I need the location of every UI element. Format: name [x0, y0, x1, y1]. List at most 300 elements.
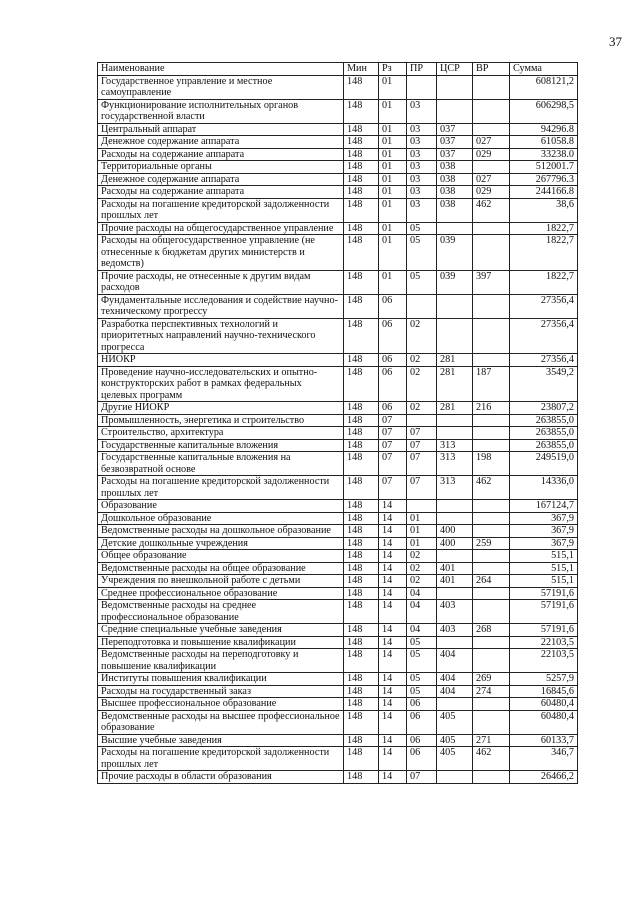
cell-pr: 05: [407, 270, 437, 294]
table-row: [98, 222, 578, 235]
cell-vr: [473, 600, 510, 624]
cell-name: Разработка перспективных технологий и приоритетных направлений научно-технического прогресса: [98, 318, 344, 354]
cell-vr: 027: [473, 136, 510, 149]
cell-name: Фундаментальные исследования и содействие научно-техническому прогрессу: [98, 294, 344, 318]
cell-csr: [437, 636, 473, 649]
table-row: [98, 75, 578, 99]
cell-min: 148: [344, 734, 379, 747]
cell-rz: 07: [379, 476, 407, 500]
cell-pr: 04: [407, 624, 437, 637]
cell-vr: [473, 161, 510, 174]
cell-pr: 02: [407, 550, 437, 563]
cell-min: 148: [344, 476, 379, 500]
cell-rz: 01: [379, 235, 407, 271]
cell-vr: 462: [473, 198, 510, 222]
table-row: [98, 537, 578, 550]
cell-min: 148: [344, 402, 379, 415]
cell-name: Расходы на содержание аппарата: [98, 186, 344, 199]
table-row: [98, 136, 578, 149]
cell-csr: [437, 512, 473, 525]
cell-pr: [407, 500, 437, 513]
cell-min: 148: [344, 161, 379, 174]
cell-pr: 02: [407, 318, 437, 354]
table-row: [98, 685, 578, 698]
cell-vr: [473, 771, 510, 784]
cell-sum: 60133,7: [510, 734, 578, 747]
cell-name: Государственные капитальные вложения: [98, 439, 344, 452]
cell-pr: 05: [407, 222, 437, 235]
cell-min: 148: [344, 525, 379, 538]
cell-min: 148: [344, 173, 379, 186]
table-row: [98, 318, 578, 354]
cell-min: 148: [344, 439, 379, 452]
cell-csr: 405: [437, 747, 473, 771]
cell-min: 148: [344, 148, 379, 161]
cell-name: Расходы на общегосударственное управление (не отнесенные к бюджетам других министерств и ведомств): [98, 235, 344, 271]
cell-sum: 57191,6: [510, 587, 578, 600]
cell-sum: 244166.8: [510, 186, 578, 199]
cell-pr: 01: [407, 525, 437, 538]
cell-name: Ведомственные расходы на среднее профессиональное образование: [98, 600, 344, 624]
cell-name: Переподготовка и повышение квалификации: [98, 636, 344, 649]
cell-rz: 01: [379, 99, 407, 123]
cell-pr: 02: [407, 575, 437, 588]
cell-min: 148: [344, 294, 379, 318]
cell-pr: 01: [407, 512, 437, 525]
cell-pr: 03: [407, 136, 437, 149]
table-row: [98, 173, 578, 186]
cell-rz: 14: [379, 562, 407, 575]
cell-min: 148: [344, 270, 379, 294]
cell-sum: 14336,0: [510, 476, 578, 500]
cell-name: Проведение научно-исследовательских и опытно-конструкторских работ в рамках федеральных целевых программ: [98, 366, 344, 402]
cell-min: 148: [344, 698, 379, 711]
table-row: [98, 747, 578, 771]
cell-rz: 14: [379, 636, 407, 649]
cell-csr: 405: [437, 710, 473, 734]
cell-pr: 03: [407, 148, 437, 161]
cell-name: Учреждения по внешкольной работе с детьми: [98, 575, 344, 588]
table-row: [98, 587, 578, 600]
cell-csr: 401: [437, 562, 473, 575]
cell-sum: 1822,7: [510, 222, 578, 235]
cell-sum: 57191,6: [510, 600, 578, 624]
cell-min: 148: [344, 452, 379, 476]
cell-csr: [437, 698, 473, 711]
cell-sum: 515,1: [510, 550, 578, 563]
table-row: [98, 525, 578, 538]
cell-csr: 037: [437, 148, 473, 161]
cell-name: Расходы на государственный заказ: [98, 685, 344, 698]
cell-min: 148: [344, 747, 379, 771]
cell-rz: 01: [379, 136, 407, 149]
cell-min: 148: [344, 771, 379, 784]
cell-rz: 14: [379, 747, 407, 771]
cell-csr: 281: [437, 366, 473, 402]
cell-rz: 14: [379, 673, 407, 686]
cell-vr: 029: [473, 148, 510, 161]
cell-vr: [473, 525, 510, 538]
table-row: [98, 452, 578, 476]
cell-csr: 039: [437, 270, 473, 294]
cell-csr: 403: [437, 624, 473, 637]
cell-csr: [437, 318, 473, 354]
cell-sum: 1822,7: [510, 235, 578, 271]
cell-csr: 039: [437, 235, 473, 271]
cell-sum: 27356,4: [510, 294, 578, 318]
cell-vr: 462: [473, 747, 510, 771]
cell-vr: 397: [473, 270, 510, 294]
cell-min: 148: [344, 318, 379, 354]
cell-sum: 57191,6: [510, 624, 578, 637]
cell-vr: [473, 512, 510, 525]
cell-name: Прочие расходы в области образования: [98, 771, 344, 784]
cell-csr: 038: [437, 173, 473, 186]
cell-vr: [473, 235, 510, 271]
cell-name: Другие НИОКР: [98, 402, 344, 415]
cell-pr: [407, 414, 437, 427]
cell-csr: [437, 414, 473, 427]
cell-rz: 14: [379, 512, 407, 525]
table-row: [98, 575, 578, 588]
cell-sum: 367,9: [510, 525, 578, 538]
cell-min: 148: [344, 500, 379, 513]
cell-pr: 02: [407, 354, 437, 367]
cell-pr: 03: [407, 161, 437, 174]
cell-rz: 07: [379, 452, 407, 476]
cell-sum: 23807,2: [510, 402, 578, 415]
cell-rz: 01: [379, 148, 407, 161]
cell-rz: 14: [379, 734, 407, 747]
cell-min: 148: [344, 427, 379, 440]
cell-name: Государственное управление и местное самоуправление: [98, 75, 344, 99]
cell-pr: 02: [407, 366, 437, 402]
cell-min: 148: [344, 99, 379, 123]
cell-sum: 263855,0: [510, 427, 578, 440]
cell-sum: 367,9: [510, 537, 578, 550]
cell-vr: [473, 354, 510, 367]
cell-rz: 14: [379, 575, 407, 588]
cell-name: Высшие учебные заведения: [98, 734, 344, 747]
cell-csr: [437, 222, 473, 235]
cell-min: 148: [344, 550, 379, 563]
cell-rz: 06: [379, 366, 407, 402]
cell-vr: [473, 427, 510, 440]
table-row: [98, 439, 578, 452]
table-row: [98, 402, 578, 415]
cell-rz: 01: [379, 161, 407, 174]
cell-pr: 07: [407, 427, 437, 440]
cell-pr: 04: [407, 587, 437, 600]
cell-csr: [437, 75, 473, 99]
cell-name: Ведомственные расходы на общее образование: [98, 562, 344, 575]
cell-csr: 400: [437, 525, 473, 538]
cell-csr: 038: [437, 161, 473, 174]
cell-name: Ведомственные расходы на высшее профессиональное образование: [98, 710, 344, 734]
header-name: Наименование: [98, 63, 344, 76]
cell-rz: 14: [379, 624, 407, 637]
cell-pr: 03: [407, 99, 437, 123]
cell-name: Средние специальные учебные заведения: [98, 624, 344, 637]
cell-sum: 608121,2: [510, 75, 578, 99]
table-row: [98, 636, 578, 649]
cell-pr: 06: [407, 698, 437, 711]
cell-min: 148: [344, 198, 379, 222]
header-csr: ЦСР: [437, 63, 473, 76]
cell-vr: [473, 550, 510, 563]
cell-name: Промышленность, энергетика и строительство: [98, 414, 344, 427]
cell-rz: 14: [379, 685, 407, 698]
cell-pr: 05: [407, 673, 437, 686]
cell-rz: 01: [379, 75, 407, 99]
table-row: [98, 734, 578, 747]
cell-rz: 01: [379, 123, 407, 136]
table-row: [98, 562, 578, 575]
table-row: [98, 600, 578, 624]
cell-csr: 400: [437, 537, 473, 550]
table-row: [98, 710, 578, 734]
cell-vr: [473, 123, 510, 136]
cell-csr: [437, 550, 473, 563]
cell-rz: 14: [379, 771, 407, 784]
cell-vr: [473, 636, 510, 649]
cell-pr: 03: [407, 186, 437, 199]
cell-vr: [473, 587, 510, 600]
cell-csr: [437, 500, 473, 513]
table-row: [98, 673, 578, 686]
cell-sum: 3549,2: [510, 366, 578, 402]
cell-sum: 167124,7: [510, 500, 578, 513]
cell-vr: [473, 698, 510, 711]
cell-vr: [473, 99, 510, 123]
cell-csr: 281: [437, 402, 473, 415]
table-row: [98, 624, 578, 637]
cell-min: 148: [344, 136, 379, 149]
cell-sum: 367,9: [510, 512, 578, 525]
cell-vr: 264: [473, 575, 510, 588]
cell-csr: 405: [437, 734, 473, 747]
cell-sum: 515,1: [510, 562, 578, 575]
cell-csr: 313: [437, 452, 473, 476]
cell-sum: 60480,4: [510, 710, 578, 734]
cell-csr: 281: [437, 354, 473, 367]
cell-rz: 01: [379, 198, 407, 222]
cell-sum: 512001.7: [510, 161, 578, 174]
cell-vr: 027: [473, 173, 510, 186]
cell-sum: 27356,4: [510, 318, 578, 354]
cell-rz: 07: [379, 414, 407, 427]
cell-pr: 03: [407, 173, 437, 186]
cell-vr: 029: [473, 186, 510, 199]
cell-vr: 271: [473, 734, 510, 747]
cell-sum: 94296.8: [510, 123, 578, 136]
cell-pr: 01: [407, 537, 437, 550]
cell-rz: 07: [379, 439, 407, 452]
cell-csr: 404: [437, 685, 473, 698]
table-row: [98, 500, 578, 513]
cell-name: Расходы на содержание аппарата: [98, 148, 344, 161]
cell-rz: 14: [379, 550, 407, 563]
cell-csr: 404: [437, 649, 473, 673]
cell-rz: 14: [379, 537, 407, 550]
header-min: Мин: [344, 63, 379, 76]
cell-min: 148: [344, 600, 379, 624]
cell-vr: [473, 222, 510, 235]
cell-vr: [473, 649, 510, 673]
table-row: [98, 427, 578, 440]
cell-pr: 05: [407, 685, 437, 698]
cell-sum: 267796.3: [510, 173, 578, 186]
cell-pr: 06: [407, 747, 437, 771]
cell-name: НИОКР: [98, 354, 344, 367]
cell-name: Денежное содержание аппарата: [98, 173, 344, 186]
table-row: [98, 771, 578, 784]
cell-rz: 14: [379, 500, 407, 513]
cell-min: 148: [344, 710, 379, 734]
cell-csr: 401: [437, 575, 473, 588]
cell-name: Институты повышения квалификации: [98, 673, 344, 686]
cell-sum: 263855,0: [510, 414, 578, 427]
cell-sum: 22103,5: [510, 649, 578, 673]
cell-sum: 22103,5: [510, 636, 578, 649]
cell-pr: 06: [407, 734, 437, 747]
cell-pr: 05: [407, 649, 437, 673]
cell-name: Функционирование исполнительных органов государственной власти: [98, 99, 344, 123]
header-pr: ПР: [407, 63, 437, 76]
cell-min: 148: [344, 624, 379, 637]
cell-sum: 346,7: [510, 747, 578, 771]
table-row: [98, 270, 578, 294]
cell-min: 148: [344, 673, 379, 686]
cell-name: Ведомственные расходы на переподготовку и повышение квалификации: [98, 649, 344, 673]
cell-csr: [437, 427, 473, 440]
table-row: [98, 649, 578, 673]
cell-csr: [437, 99, 473, 123]
table-row: [98, 294, 578, 318]
cell-name: Ведомственные расходы на дошкольное образование: [98, 525, 344, 538]
cell-sum: 61058.8: [510, 136, 578, 149]
table-row: [98, 161, 578, 174]
cell-name: Прочие расходы на общегосударственное управление: [98, 222, 344, 235]
cell-vr: 462: [473, 476, 510, 500]
cell-vr: [473, 318, 510, 354]
cell-rz: 14: [379, 600, 407, 624]
cell-rz: 01: [379, 270, 407, 294]
cell-min: 148: [344, 366, 379, 402]
cell-rz: 06: [379, 402, 407, 415]
budget-table: [97, 62, 578, 784]
header-vr: ВР: [473, 63, 510, 76]
cell-name: Образование: [98, 500, 344, 513]
cell-vr: [473, 710, 510, 734]
cell-pr: 07: [407, 476, 437, 500]
cell-csr: [437, 587, 473, 600]
cell-min: 148: [344, 636, 379, 649]
cell-min: 148: [344, 123, 379, 136]
cell-name: Среднее профессиональное образование: [98, 587, 344, 600]
cell-name: Высшее профессиональное образование: [98, 698, 344, 711]
cell-csr: 038: [437, 186, 473, 199]
cell-rz: 14: [379, 698, 407, 711]
table-row: [98, 512, 578, 525]
cell-pr: 03: [407, 123, 437, 136]
table-row: [98, 148, 578, 161]
cell-pr: 07: [407, 439, 437, 452]
cell-min: 148: [344, 562, 379, 575]
cell-name: Общее образование: [98, 550, 344, 563]
table-row: [98, 414, 578, 427]
table-row: [98, 235, 578, 271]
table-row: [98, 198, 578, 222]
cell-pr: 06: [407, 710, 437, 734]
cell-sum: 60480,4: [510, 698, 578, 711]
table-header-row: [98, 63, 578, 76]
table-row: [98, 354, 578, 367]
cell-min: 148: [344, 512, 379, 525]
cell-pr: [407, 294, 437, 318]
cell-name: Прочие расходы, не отнесенные к другим видам расходов: [98, 270, 344, 294]
cell-min: 148: [344, 537, 379, 550]
cell-rz: 06: [379, 354, 407, 367]
cell-csr: 037: [437, 136, 473, 149]
cell-vr: [473, 562, 510, 575]
cell-sum: 27356,4: [510, 354, 578, 367]
cell-csr: 038: [437, 198, 473, 222]
header-sum: Сумма: [510, 63, 578, 76]
cell-vr: 198: [473, 452, 510, 476]
cell-name: Территориальные органы: [98, 161, 344, 174]
cell-sum: 263855,0: [510, 439, 578, 452]
cell-min: 148: [344, 649, 379, 673]
cell-min: 148: [344, 222, 379, 235]
cell-vr: 274: [473, 685, 510, 698]
cell-pr: 05: [407, 235, 437, 271]
page-number: 37: [609, 34, 622, 49]
cell-name: Детские дошкольные учреждения: [98, 537, 344, 550]
cell-vr: 187: [473, 366, 510, 402]
cell-name: Центральный аппарат: [98, 123, 344, 136]
cell-rz: 14: [379, 710, 407, 734]
cell-min: 148: [344, 685, 379, 698]
cell-vr: 216: [473, 402, 510, 415]
cell-name: Расходы на погашение кредиторской задолженности прошлых лет: [98, 476, 344, 500]
cell-sum: 38,6: [510, 198, 578, 222]
cell-sum: 26466,2: [510, 771, 578, 784]
cell-sum: 33238.0: [510, 148, 578, 161]
table-row: [98, 366, 578, 402]
cell-vr: [473, 439, 510, 452]
cell-name: Расходы на погашение кредиторской задолженности прошлых лет: [98, 198, 344, 222]
cell-vr: [473, 500, 510, 513]
cell-name: Строительство, архитектура: [98, 427, 344, 440]
cell-min: 148: [344, 575, 379, 588]
cell-sum: 249519,0: [510, 452, 578, 476]
cell-name: Расходы на погашение кредиторской задолженности прошлых лет: [98, 747, 344, 771]
cell-name: Дошкольное образование: [98, 512, 344, 525]
cell-csr: [437, 771, 473, 784]
cell-vr: 259: [473, 537, 510, 550]
cell-rz: 01: [379, 186, 407, 199]
cell-rz: 06: [379, 318, 407, 354]
cell-rz: 01: [379, 222, 407, 235]
table-row: [98, 123, 578, 136]
cell-min: 148: [344, 75, 379, 99]
table-row: [98, 99, 578, 123]
cell-pr: 07: [407, 771, 437, 784]
cell-vr: [473, 294, 510, 318]
table-row: [98, 550, 578, 563]
cell-sum: 5257,9: [510, 673, 578, 686]
